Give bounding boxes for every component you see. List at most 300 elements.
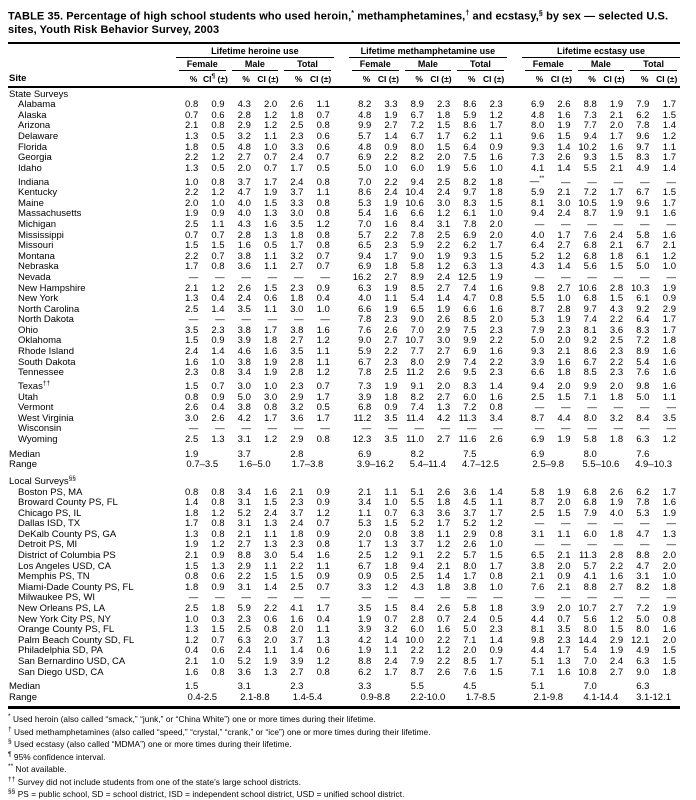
value-cell: 6.0 <box>410 162 424 174</box>
value-cell: 1.1 <box>263 261 278 273</box>
value-cell: 2.6 <box>609 486 624 498</box>
value-cell: 8.5 <box>463 314 477 326</box>
value-cell: 10.2 <box>578 141 597 153</box>
group-gap <box>334 284 349 295</box>
group-gap <box>507 414 522 425</box>
value-cell: 2.6 <box>557 152 571 164</box>
empty-cell <box>307 446 333 461</box>
value-cell: 4.7 <box>636 560 650 572</box>
value-cell: 4.2 <box>237 412 251 424</box>
value-cell: 1.5 <box>263 282 278 294</box>
value-cell: 2.5 <box>609 335 624 347</box>
group-gap <box>334 358 349 369</box>
value-cell: 1.7 <box>489 120 503 132</box>
value-cell: 7.9 <box>531 324 545 336</box>
value-cell: 0.8 <box>662 613 676 625</box>
value-cell: 2.1 <box>609 109 624 121</box>
value-cell: 1.3 <box>263 208 278 220</box>
value-cell: 1.5 <box>263 197 278 209</box>
value-cell: 2.4 <box>609 656 624 667</box>
group-gap <box>507 530 522 541</box>
value-cell: — <box>639 539 650 551</box>
value-cell: 6.0 <box>583 528 597 540</box>
value-cell: 8.3 <box>463 197 477 209</box>
row-site-label: Rhode Island <box>18 346 74 358</box>
group-gap <box>507 220 522 231</box>
value-cell: 1.9 <box>263 656 278 667</box>
value-cell: 1.5 <box>384 603 398 615</box>
value-cell: — <box>587 218 597 230</box>
value-cell: 1.8 <box>263 335 278 347</box>
value-cell: — <box>215 271 225 283</box>
row-site-label: Kentucky <box>18 187 58 199</box>
group-gap <box>334 143 349 154</box>
value-cell: 2.3 <box>290 282 304 294</box>
value-cell: 2.8 <box>237 229 251 241</box>
value-cell: 5.0 <box>636 613 650 625</box>
row-site-label: Maine <box>18 197 44 209</box>
value-cell: 1.8 <box>384 560 398 572</box>
group-gap <box>334 121 349 132</box>
value-cell: 2.7 <box>609 666 624 678</box>
range-value-cell: 1.4-5.4 <box>292 691 323 703</box>
value-cell: 7.5 <box>463 152 477 164</box>
value-cell: 6.7 <box>410 109 424 121</box>
value-cell: 3.0 <box>263 391 278 403</box>
value-cell: 1.3 <box>185 624 199 636</box>
value-cell: — <box>613 218 624 230</box>
footnote-marker: † <box>465 10 470 17</box>
table-row <box>8 241 680 252</box>
value-cell: 3.6 <box>237 666 251 678</box>
value-cell: — <box>414 592 424 604</box>
row-site-label: Oklahoma <box>18 335 62 347</box>
value-cell: 2.6 <box>463 539 477 551</box>
value-cell: 1.1 <box>263 560 278 572</box>
value-cell: 1.2 <box>662 250 676 262</box>
value-cell: 2.0 <box>489 314 503 326</box>
value-cell: 2.1 <box>531 571 545 583</box>
value-cell: 8.6 <box>463 99 477 111</box>
value-cell: 3.0 <box>263 550 278 562</box>
site-column-header: Site <box>8 71 176 87</box>
value-cell: 9.1 <box>410 381 424 392</box>
value-cell: 0.9 <box>211 550 225 562</box>
table-row <box>8 562 680 573</box>
value-cell: — <box>561 518 571 530</box>
value-cell: 7.8 <box>463 218 477 230</box>
value-cell: 2.0 <box>662 560 676 572</box>
value-cell: — <box>639 518 650 530</box>
range-value-cell: 2.1-9.8 <box>533 691 564 703</box>
value-cell: 10.3 <box>630 282 650 294</box>
value-cell: 3.5 <box>290 218 304 230</box>
value-cell: 9.2 <box>583 335 597 347</box>
value-cell: 1.6 <box>662 497 676 509</box>
row-site-label: North Carolina <box>18 303 80 315</box>
value-cell: 7.6 <box>358 324 372 336</box>
value-cell: 0.6 <box>211 645 225 657</box>
group-gap <box>334 668 349 679</box>
value-cell: 5.3 <box>358 197 372 209</box>
value-cell: 2.0 <box>609 120 624 132</box>
value-cell: — <box>267 314 278 326</box>
median-value-cell: 3.7 <box>237 448 251 460</box>
value-cell: 5.0 <box>636 261 650 273</box>
value-cell: — <box>587 539 597 551</box>
value-cell: 0.5 <box>263 240 278 252</box>
table-row <box>8 231 680 242</box>
value-cell: 2.0 <box>557 603 571 615</box>
table-row <box>8 315 680 326</box>
group-gap <box>334 604 349 615</box>
value-cell: 4.0 <box>237 197 251 209</box>
value-cell: 5.8 <box>410 261 424 273</box>
value-cell: 0.7 <box>316 581 330 593</box>
value-cell: 1.5 <box>185 335 199 347</box>
value-cell: 2.2 <box>436 634 451 646</box>
value-cell: 4.6 <box>237 346 251 358</box>
value-cell: 6.6 <box>410 208 424 220</box>
value-cell: 1.5 <box>662 109 676 121</box>
value-cell: 0.8 <box>185 571 199 583</box>
value-cell: 9.8 <box>531 634 545 646</box>
percent-column-header: % <box>522 71 548 87</box>
value-cell: 1.0 <box>211 656 225 667</box>
group-gap <box>507 326 522 337</box>
value-cell: 0.8 <box>263 624 278 636</box>
value-cell: 8.9 <box>410 271 424 283</box>
value-cell: 4.8 <box>237 141 251 153</box>
table-row <box>8 294 680 305</box>
value-cell: 3.7 <box>290 507 304 519</box>
value-cell: — <box>587 592 597 604</box>
value-cell: 3.5 <box>384 412 398 424</box>
value-cell: 2.7 <box>384 335 398 347</box>
value-cell: 1.2 <box>662 433 676 445</box>
group-gap <box>334 209 349 220</box>
value-cell: 6.3 <box>237 634 251 646</box>
column-subheader-label: Female <box>352 58 399 71</box>
value-cell: 0.7 <box>316 109 330 121</box>
value-cell: 3.6 <box>237 261 251 273</box>
group-gap <box>507 379 522 393</box>
value-cell: 2.0 <box>662 634 676 646</box>
table-body <box>8 87 680 704</box>
value-cell: 3.9 <box>237 335 251 347</box>
value-cell: 2.7 <box>290 335 304 347</box>
value-cell: 8.7 <box>531 412 545 424</box>
table-row <box>8 498 680 509</box>
group-gap <box>334 498 349 509</box>
value-cell: 9.6 <box>636 131 650 143</box>
value-cell: 2.2 <box>185 250 199 262</box>
value-cell: 3.0 <box>436 335 451 347</box>
value-cell: 3.8 <box>237 356 251 368</box>
value-cell: 7.8 <box>410 229 424 241</box>
value-cell: — <box>666 402 676 414</box>
value-cell: 2.5 <box>185 603 199 615</box>
value-cell: — <box>666 176 676 188</box>
value-cell: 1.3 <box>263 666 278 678</box>
value-cell: 1.3 <box>185 131 199 143</box>
value-cell: 0.7 <box>316 152 330 164</box>
value-cell: 2.6 <box>489 433 503 445</box>
table-row <box>8 336 680 347</box>
value-cell: 5.8 <box>531 486 545 498</box>
table-row <box>8 368 680 379</box>
row-site-label: Ohio <box>18 324 39 336</box>
group-gap <box>507 132 522 143</box>
value-cell: 8.7 <box>531 497 545 509</box>
row-site-label: Vermont <box>18 402 54 414</box>
group-gap <box>334 551 349 562</box>
value-cell: 1.9 <box>609 645 624 657</box>
value-cell: 1.7 <box>263 324 278 336</box>
empty-cell <box>548 678 574 693</box>
value-cell: 1.4 <box>384 634 398 646</box>
value-cell: 2.0 <box>489 218 503 230</box>
empty-cell <box>428 678 454 693</box>
value-cell: 9.0 <box>410 250 424 262</box>
table-row <box>8 262 680 273</box>
value-cell: 1.9 <box>557 314 571 326</box>
value-cell: 0.8 <box>263 402 278 414</box>
value-cell: 1.0 <box>489 162 503 174</box>
value-cell: 9.4 <box>410 560 424 572</box>
value-cell: 2.2 <box>263 603 278 615</box>
value-cell: 0.7 <box>436 613 451 625</box>
value-cell: — <box>215 592 225 604</box>
group-gap <box>334 71 349 87</box>
value-cell: 3.1 <box>436 218 451 230</box>
median-value-cell: 7.0 <box>583 681 597 693</box>
column-subheader <box>522 57 575 71</box>
group-gap <box>334 336 349 347</box>
value-cell: — <box>293 592 304 604</box>
value-cell: 1.7 <box>436 518 451 530</box>
value-cell: 9.9 <box>583 381 597 392</box>
column-group-header: Lifetime heroine use <box>176 43 334 58</box>
value-cell: 1.9 <box>489 271 503 283</box>
value-cell: 2.2 <box>489 356 503 368</box>
value-cell: 6.4 <box>636 314 650 326</box>
value-cell: 1.4 <box>436 571 451 583</box>
value-cell: 2.0 <box>489 229 503 241</box>
value-cell: 1.3 <box>185 293 199 305</box>
group-gap <box>507 498 522 509</box>
value-cell: 0.9 <box>316 528 330 540</box>
value-cell: 0.8 <box>211 486 225 498</box>
value-cell: 1.5 <box>662 187 676 199</box>
group-gap <box>507 488 522 499</box>
value-cell: 2.7 <box>237 152 251 164</box>
value-cell: 1.8 <box>211 603 225 615</box>
value-cell: 3.7 <box>290 634 304 646</box>
value-cell: 1.3 <box>316 634 330 646</box>
value-cell: 1.7 <box>489 656 503 667</box>
value-cell: 2.6 <box>384 324 398 336</box>
value-cell: 7.4 <box>463 356 477 368</box>
value-cell: 2.6 <box>436 603 451 615</box>
value-cell: 10.8 <box>578 666 597 678</box>
value-cell: 11.2 <box>353 412 372 424</box>
value-cell: 8.8 <box>358 656 372 667</box>
value-cell: 7.2 <box>583 187 597 199</box>
value-cell: 1.6 <box>489 152 503 164</box>
value-cell: 2.3 <box>489 324 503 336</box>
table-row <box>8 143 680 154</box>
value-cell: 8.4 <box>410 218 424 230</box>
value-cell: — <box>215 423 225 435</box>
row-site-label: Montana <box>18 250 55 262</box>
value-cell: 8.3 <box>636 152 650 164</box>
column-subheader <box>402 57 455 71</box>
value-cell: 4.0 <box>609 507 624 519</box>
value-cell: — <box>320 271 330 283</box>
value-cell: 1.1 <box>316 624 330 636</box>
group-gap <box>507 199 522 210</box>
value-cell: 4.2 <box>358 634 372 646</box>
value-cell: 1.5 <box>211 624 225 636</box>
value-cell: 1.3 <box>185 162 199 174</box>
value-cell: 1.9 <box>436 162 451 174</box>
value-cell: 0.9 <box>211 99 225 111</box>
group-gap <box>334 100 349 111</box>
footnote: §§ PS = public school, SD = school district, ISD = independent school district, USD = unified school district. <box>8 788 405 799</box>
value-cell: 2.5 <box>290 581 304 593</box>
value-cell: 1.4 <box>489 381 503 392</box>
value-cell: 2.4 <box>185 346 199 358</box>
value-cell: 2.8 <box>557 303 571 315</box>
column-subheader-label: Male <box>578 58 625 71</box>
value-cell: 8.7 <box>410 666 424 678</box>
value-cell: 1.1 <box>662 391 676 403</box>
value-cell: 1.2 <box>436 645 451 657</box>
value-cell: 8.0 <box>583 624 597 636</box>
value-cell: 2.2 <box>436 550 451 562</box>
value-cell: 4.3 <box>237 99 251 111</box>
group-gap <box>507 593 522 604</box>
value-cell: 5.9 <box>358 346 372 358</box>
value-cell: 6.0 <box>410 624 424 636</box>
value-cell: 2.3 <box>489 624 503 636</box>
value-cell: 0.9 <box>316 282 330 294</box>
group-gap <box>334 132 349 143</box>
row-site-label: Detroit PS, MI <box>18 539 78 551</box>
value-cell: 6.3 <box>636 433 650 445</box>
row-site-label: Orange County PS, FL <box>18 624 115 636</box>
row-site-label: Michigan <box>18 218 57 230</box>
value-cell: 7.2 <box>636 603 650 615</box>
column-subheader-label: Male <box>232 58 279 71</box>
value-cell: 8.1 <box>531 624 545 636</box>
group-gap <box>334 347 349 358</box>
group-gap <box>334 305 349 316</box>
value-cell: 12.5 <box>457 271 477 283</box>
median-value-cell: 6.3 <box>636 681 650 693</box>
range-value-cell: 0.7–3.5 <box>186 459 219 471</box>
median-value-cell: 3.3 <box>358 681 372 693</box>
value-cell: 2.2 <box>609 560 624 572</box>
value-cell: 6.8 <box>583 240 597 252</box>
value-cell: 2.9 <box>662 303 676 315</box>
value-cell: 1.6 <box>662 624 676 636</box>
value-cell: 6.9 <box>358 152 372 164</box>
percent-column-header: % <box>627 71 653 87</box>
column-group-header: Lifetime methamphetamine use <box>349 43 507 58</box>
value-cell: 1.1 <box>316 356 330 368</box>
value-cell: 0.7 <box>384 507 398 519</box>
value-cell: 2.1 <box>358 486 372 498</box>
value-cell: 3.0 <box>237 381 251 392</box>
value-cell: — <box>534 271 545 283</box>
value-cell: 5.5 <box>531 293 545 305</box>
empty-cell <box>428 446 454 461</box>
row-site-label: Massachusetts <box>18 208 82 220</box>
footnote: ¶ 95% confidence interval. <box>8 750 106 762</box>
value-cell: 2.2 <box>237 571 251 583</box>
value-cell: 1.6 <box>489 303 503 315</box>
value-cell: — <box>613 518 624 530</box>
group-gap <box>507 424 522 435</box>
value-cell: — <box>534 218 545 230</box>
value-cell: 5.6 <box>583 613 597 625</box>
value-cell: 2.3 <box>384 314 398 326</box>
ci-column-header: CI¶ (±) <box>202 71 228 87</box>
value-cell: 1.8 <box>436 109 451 121</box>
value-cell: 2.3 <box>557 634 571 646</box>
value-cell: 10.6 <box>578 282 597 294</box>
value-cell: 1.2 <box>211 152 225 164</box>
value-cell: 11.4 <box>406 412 424 424</box>
value-cell: — <box>215 314 225 326</box>
value-cell: 5.9 <box>531 187 545 199</box>
value-cell: 0.7 <box>211 634 225 646</box>
value-cell: 1.5 <box>609 261 624 273</box>
value-cell: — <box>293 271 304 283</box>
group-gap <box>334 636 349 647</box>
value-cell: 8.5 <box>463 656 477 667</box>
value-cell: 0.9 <box>384 402 398 414</box>
value-cell: 1.3 <box>384 539 398 551</box>
value-cell: 5.8 <box>636 229 650 241</box>
value-cell: 3.3 <box>290 141 304 153</box>
value-cell: 2.1 <box>185 120 199 132</box>
value-cell: 5.2 <box>410 518 424 530</box>
value-cell: 0.8 <box>316 120 330 132</box>
value-cell: 1.6 <box>609 571 624 583</box>
range-value-cell: 1.7-8.5 <box>465 691 496 703</box>
row-site-label: Broward County PS, FL <box>18 497 118 509</box>
median-value-cell: 6.9 <box>358 448 372 460</box>
value-cell: 0.5 <box>211 141 225 153</box>
value-cell: 1.8 <box>384 391 398 403</box>
value-cell: 5.9 <box>410 240 424 252</box>
value-cell: 0.9 <box>211 581 225 593</box>
value-cell: 3.8 <box>410 528 424 540</box>
value-cell: 2.1 <box>609 162 624 174</box>
value-cell: 9.6 <box>636 197 650 209</box>
value-cell: 0.8 <box>211 120 225 132</box>
value-cell: 1.1 <box>316 346 330 358</box>
group-gap <box>334 57 349 71</box>
value-cell: 6.2 <box>463 240 477 252</box>
median-value-cell: 3.1 <box>237 681 251 693</box>
value-cell: 1.9 <box>384 109 398 121</box>
group-gap <box>507 509 522 520</box>
column-subheader <box>349 57 402 71</box>
